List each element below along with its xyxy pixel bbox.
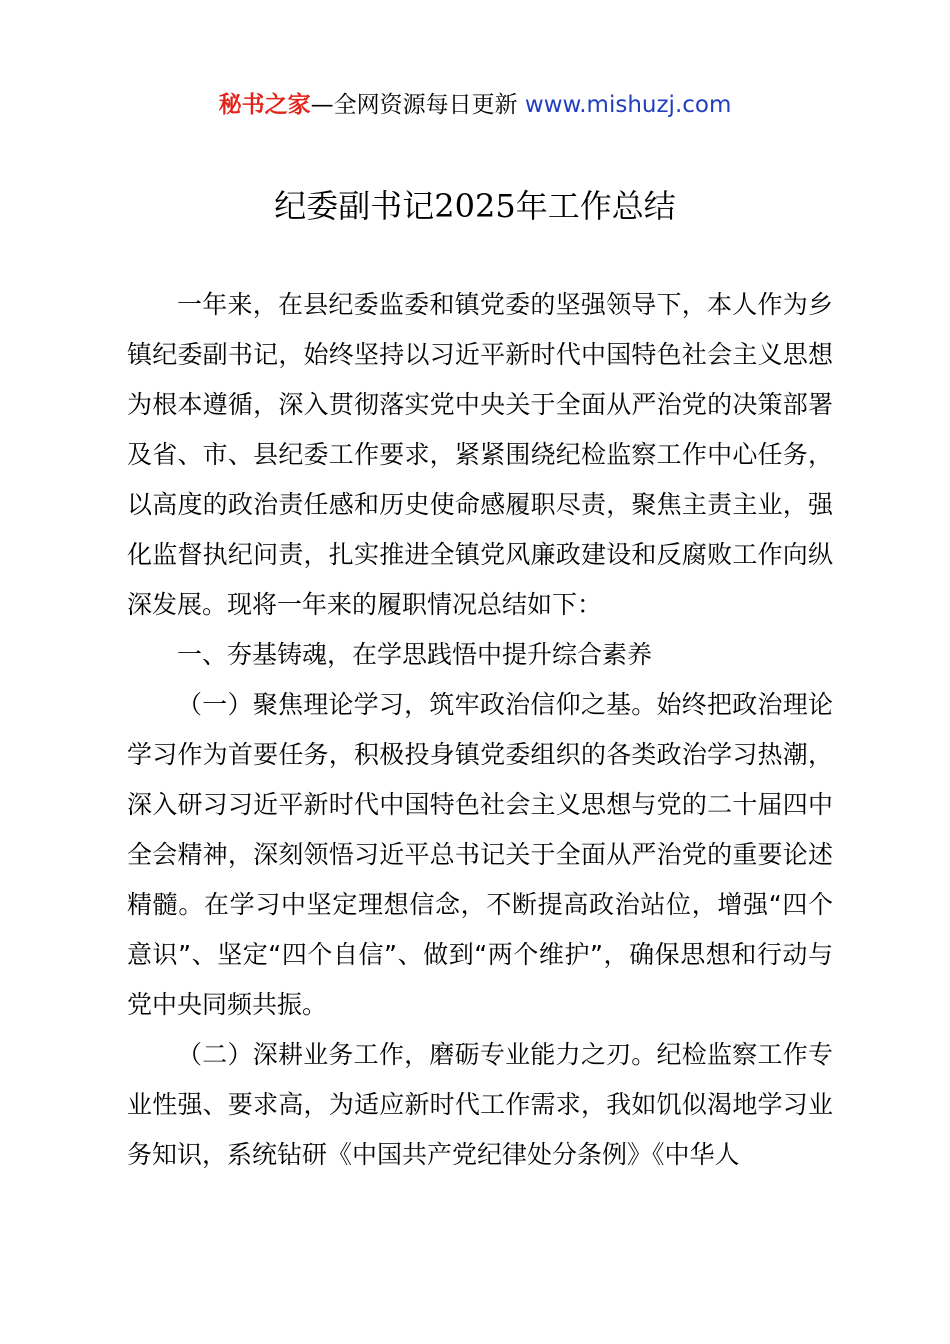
body-paragraph: （一）聚焦理论学习，筑牢政治信仰之基。始终把政治理论学习作为首要任务，积极投身镇党委组织的各类政治学习热潮，深入研习习近平新时代中国特色社会主义思想与党的二十届四中全会精神，深刻领悟习近平总书记关于全面从严治党的重要论述精髓。在学习中坚定理想信念，不断提高政治站位，增强“四个意识”、坚定“四个自信”、做到“两个维护”，确保思想和行动与党中央同频共振。 xyxy=(127,690,833,1019)
intro-paragraph: 一年来，在县纪委监委和镇党委的坚强领导下，本人作为乡镇纪委副书记，始终坚持以习近平新时代中国特色社会主义思想为根本遵循，深入贯彻落实党中央关于全面从严治党的决策部署及省、市、县纪委工作要求，紧紧围绕纪检监察工作中心任务，以高度的政治责任感和历史使命感履职尽责，聚焦主责主业，强化监督执纪问责，扎实推进全镇党风廉政建设和反腐败工作向纵深发展。现将一年来的履职情况总结如下： xyxy=(127,290,833,619)
document-title: 纪委副书记2025年工作总结 xyxy=(274,187,676,225)
document-body xyxy=(127,280,833,1180)
site-url-link[interactable]: www.mishuzj.com xyxy=(524,92,732,118)
body-paragraph: （二）深耕业务工作，磨砺专业能力之刃。纪检监察工作专业性强、要求高，为适应新时代工作需求，我如饥似渴地学习业务知识，系统钻研《中国共产党纪律处分条例》《中华人 xyxy=(127,1040,833,1169)
section-heading: 一、夯基铸魂，在学思践悟中提升综合素养 xyxy=(177,640,653,669)
brand-name: 秘书之家 xyxy=(218,92,311,118)
watermark-header xyxy=(0,88,950,122)
header-tagline: —全网资源每日更新 xyxy=(310,92,525,118)
